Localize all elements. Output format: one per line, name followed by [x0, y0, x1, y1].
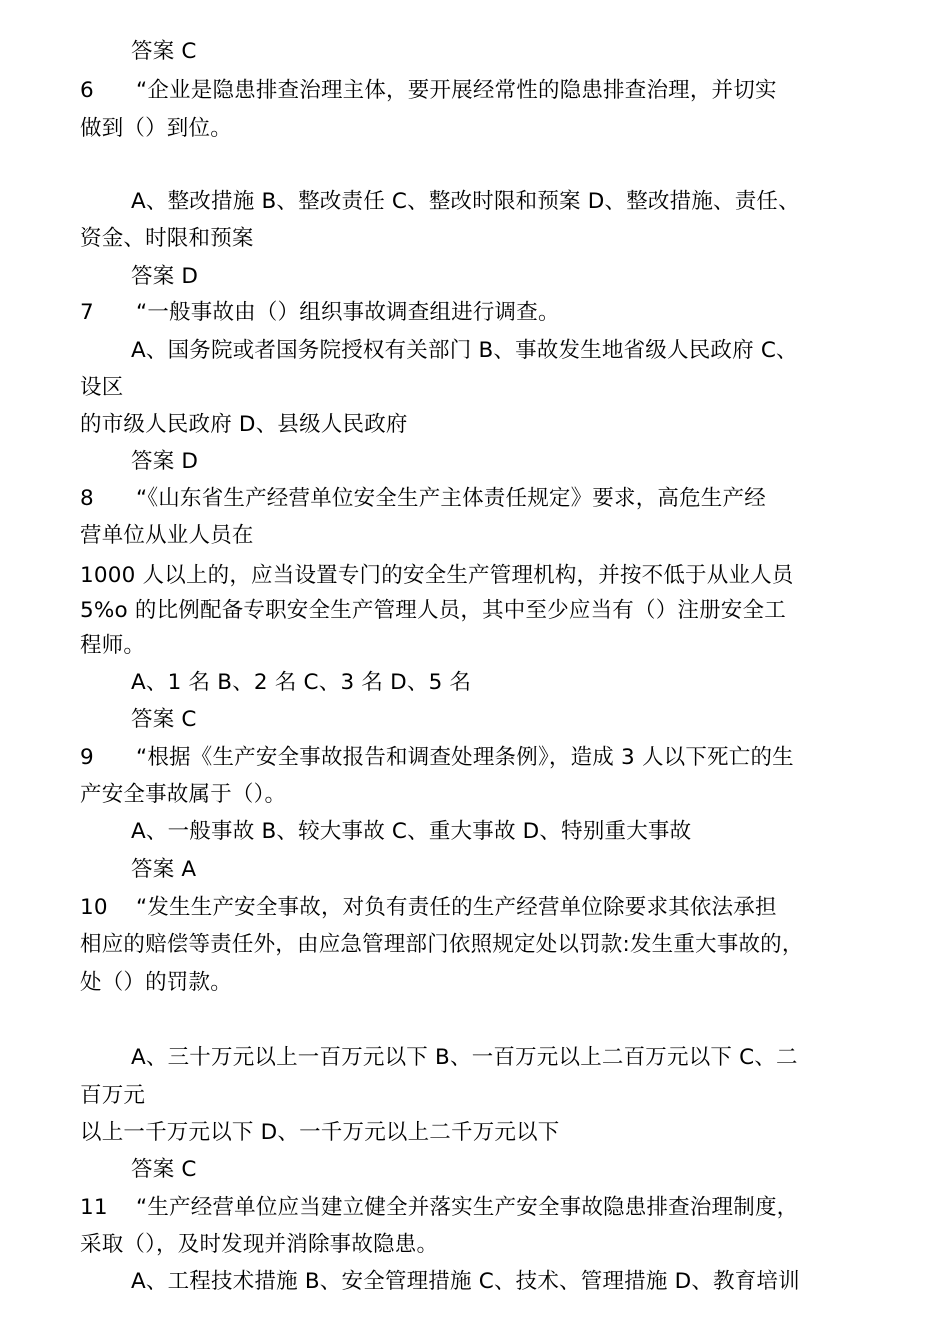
- answer-line: 答案 C: [131, 707, 197, 732]
- text-line: 5%o 的比例配备专职安全生产管理人员，其中至少应当有（）注册安全工: [80, 598, 786, 623]
- question-number: 10: [80, 895, 108, 920]
- question-number: 11: [80, 1195, 108, 1220]
- options-line: A、工程技术措施 B、安全管理措施 C、技术、管理措施 D、教育培训: [131, 1269, 800, 1294]
- text-line: 程师。: [80, 633, 146, 658]
- question-number: 6: [80, 78, 94, 103]
- question-number: 7: [80, 300, 94, 325]
- text-line: 设区: [80, 375, 124, 400]
- text-line: 产安全事故属于（）。: [80, 782, 287, 807]
- text-line: 以上一千万元以下 D、一千万元以上二千万元以下: [80, 1120, 560, 1145]
- text-line: 的市级人民政府 D、县级人民政府: [80, 412, 408, 437]
- text-line: 1000 人以上的，应当设置专门的安全生产管理机构，并按不低于从业人员: [80, 563, 794, 588]
- text-line: 做到（）到位。: [80, 116, 232, 141]
- text-line: 采取（），及时发现并消除事故隐患。: [80, 1232, 439, 1257]
- answer-line: 答案 D: [131, 449, 199, 474]
- options-line: A、国务院或者国务院授权有关部门 B、事故发生地省级人民政府 C、: [131, 338, 798, 363]
- text-line: 相应的赔偿等责任外，由应急管理部门依照规定处以罚款:发生重大事故的，: [80, 932, 804, 957]
- text-line: 处（）的罚款。: [80, 970, 232, 995]
- question-6-line: 6 “企业是隐患排查治理主体，要开展经常性的隐患排查治理，并切实: [80, 76, 777, 106]
- answer-line: 答案 C: [131, 39, 197, 64]
- text-line: 百万元: [80, 1083, 146, 1108]
- question-9-line: 9 “根据《生产安全事故报告和调查处理条例》，造成 3 人以下死亡的生: [80, 743, 794, 773]
- question-11-line: 11 “生产经营单位应当建立健全并落实生产安全事故隐患排查治理制度，: [80, 1193, 798, 1223]
- options-line: A、三十万元以上一百万元以下 B、一百万元以上二百万元以下 C、二: [131, 1045, 798, 1070]
- question-number: 9: [80, 745, 94, 770]
- answer-line: 答案 C: [131, 1157, 197, 1182]
- question-10-line: 10 “发生生产安全事故，对负有责任的生产经营单位除要求其依法承担: [80, 893, 777, 923]
- answer-line: 答案 A: [131, 857, 197, 882]
- question-7-line: 7 “一般事故由（）组织事故调查组进行调查。: [80, 298, 560, 328]
- question-number: 8: [80, 486, 94, 511]
- text-line: 营单位从业人员在: [80, 523, 254, 548]
- question-8-line: 8 “《山东省生产经营单位安全生产主体责任规定》要求，高危生产经: [80, 484, 766, 514]
- answer-line: 答案 D: [131, 264, 199, 289]
- options-line: A、整改措施 B、整改责任 C、整改时限和预案 D、整改措施、责任、: [131, 189, 800, 214]
- text-line: 资金、时限和预案: [80, 226, 254, 251]
- options-line: A、1 名 B、2 名 C、3 名 D、5 名: [131, 670, 472, 695]
- options-line: A、一般事故 B、较大事故 C、重大事故 D、特别重大事故: [131, 819, 692, 844]
